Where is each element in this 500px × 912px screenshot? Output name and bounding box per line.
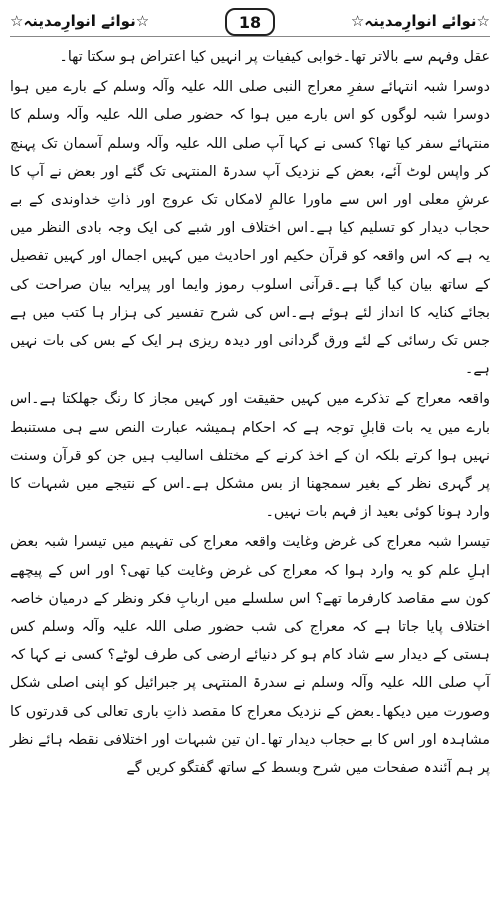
body-text — [10, 43, 490, 782]
page-header — [10, 6, 490, 37]
paragraph: تیسرا شبہ معراج کی غرض وغایت واقعہ معراج کی تفہیم میں تیسرا شبہ بعض اہلِ علم کو یہ وارد ہوا کہ معراج کی غرض وغایت کیا تھی؟ اور اس کے پیچھے کون سے مقاصد کارفرما تھے؟ اس سلسلے میں اربابِ فکر ونظر کے درمیان خاصہ اختلاف پایا جاتا ہے کہ معراج کی شب حضور صلی اللہ علیہ وآلہ وسلم کس ہستی کے دیدار سے شاد کام ہو کر دنیائے ارضی کی طرف لوٹے؟ کسی نے کہا کہ آپ صلی اللہ علیہ وآلہ وسلم نے سدرۃ المنتہی پر جبرائیل کو اپنی اصلی شکل وصورت میں دیکھا۔بعض کے نزدیک معراج کا مقصد ذاتِ باری تعالی کی قدرتوں کا مشاہدہ اور اس کا بے حجاب دیدار تھا۔ان تین شبہات اور اختلافی نقطہ ہائے نظر پر ہم آئندہ صفحات میں شرح وبسط کے ساتھ گفتگو کریں گے — [10, 534, 490, 777]
paragraph: دوسرا شبہ انتہائے سفرِ معراج النبی صلی اللہ علیہ وآلہ وسلم کے بارے میں ہوا دوسرا شبہ لوگوں کو اس بارے میں ہوا کہ حضور صلی اللہ علیہ وآلہ وسلم کا منتہائے سفر کیا تھا؟ کسی نے کہا آپ صلی اللہ علیہ وآلہ وسلم آسمان تک پہنچ کر واپس لوٹ آئے، بعض کے نزدیک آپ سدرۃ المنتہی تک گئے اور بعض نے آپ کا عرشِ معلی اور اس سے ماورا عالمِ لامکاں تک عروج اور ذاتِ خداوندی کے بے حجاب دیدار کو تسلیم کیا ہے۔اس اختلاف اور شبے کی ایک وجہ بادی النظر میں یہ ہے کہ اس واقعہ کو قرآن حکیم اور احادیث میں کہیں اجمال اور کہیں تفصیل کے ساتھ بیان کیا گیا ہے۔قرآنی اسلوب رموز وایما اور پیرایہ بیان صراحت کی بجائے کنایہ کا انداز لئے ہوئے ہے۔اس کی شرح تفسیر کی ہزار ہا کتب میں ہے جس تک رسائی کے لئے ورق گردانی اور دیدہ ریزی ہر ایک کے بس کی بات نہیں ہے۔ — [10, 79, 490, 378]
page-number: 18 — [225, 8, 275, 36]
paragraph: واقعہ معراج کے تذکرے میں کہیں حقیقت اور کہیں مجاز کا رنگ جھلکتا ہے۔اس بارے میں یہ بات قابلِ توجہ ہے کہ احکام ہمیشہ عبارت النص سے ہی مستنبط نہیں ہوا کرتے بلکہ ان کے اخذ کرنے کے مختلف اسالیب ہیں جن کو قرآن وسنت پر گہری نظر کے بغیر سمجھنا از بس مشکل ہے۔اس کے نتیجے میں شبہات کا وارد ہونا کوئی بعید از فہم بات نہیں۔ — [10, 391, 490, 521]
header-title-left: ☆نوائے انوارِمدینہ☆ — [10, 12, 150, 30]
paragraph: عقل وفہم سے بالاتر تھا۔خوابی کیفیات پر انہیں کیا اعتراض ہو سکتا تھا۔ — [59, 49, 490, 65]
header-title-right: ☆نوائے انوارِمدینہ☆ — [350, 12, 490, 30]
